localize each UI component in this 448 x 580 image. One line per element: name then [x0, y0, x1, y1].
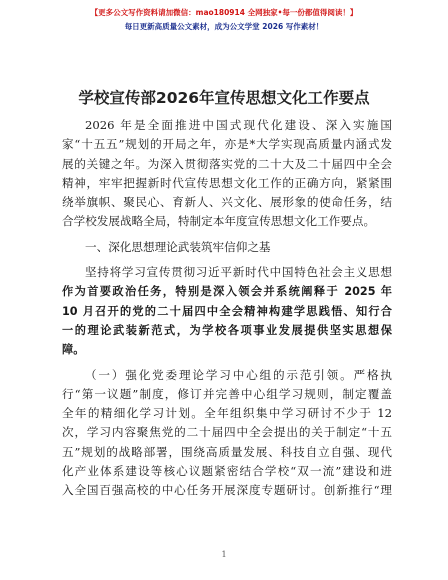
subsection-line: 入全国百强高校的中心任务开展深度专题研讨。创新推行“理 — [62, 483, 392, 498]
section1-line: 作为首要政治任务，特别是深入领会并系统阐释于 2025 年 — [62, 285, 392, 299]
promo-line-wechat: 【更多公文写作资料请加微信：mao180914 全网独家•每一份都值得阅读！】 — [90, 8, 358, 17]
intro-line: 合学校发展战略全局，特制定本年度宣传思想文化工作要点。 — [62, 214, 376, 229]
subsection-line: 次，学习内容聚焦党的二十届四中全会提出的关于制定“十五 — [62, 425, 392, 440]
intro-line: 精神，牢牢把握新时代宣传思想文化工作的正确方向，紧紧围 — [62, 175, 392, 190]
subsection-line: 行“第一议题”制度，修订并完善中心组学习规则，制定覆盖 — [62, 386, 392, 401]
section1-line: 10 月召开的党的二十届四中全会精神构建学思践悟、知行合 — [62, 304, 392, 318]
document-title: 学校宣传部2026年宣传思想文化工作要点 — [78, 89, 370, 107]
subsection-line: （一）强化党委理论学习中心组的示范引领。严格执 — [85, 367, 392, 382]
subsection-line: 全年的精细化学习计划。全年组织集中学习研讨不少于 12 — [62, 406, 392, 421]
intro-line: 2026 年是全面推进中国式现代化建设、深入实施国 — [85, 118, 392, 132]
intro-line: 家“十五五”规划的开局之年，亦是*大学实现高质量内涵式发 — [62, 137, 392, 152]
page-number: 1 — [221, 550, 227, 559]
section1-line: 坚持将学习宣传贯彻习近平新时代中国特色社会主义思想 — [85, 265, 392, 280]
intro-line: 展的关键之年。为深入贯彻落实党的二十大及二十届四中全会 — [62, 156, 392, 171]
document-body — [62, 116, 392, 501]
section1-line: 一的理论武装新范式，为学校各项事业发展提供坚实思想保 — [62, 323, 392, 337]
subsection-line: 五”规划的战略部署，围绕高质量发展、科技自立自强、现代 — [62, 444, 392, 459]
intro-line: 绕举旗帜、聚民心、育新人、兴文化、展形象的使命任务，结 — [62, 195, 392, 210]
promo-banner — [0, 6, 448, 34]
section1-line: 障。 — [62, 343, 85, 357]
section-heading: 一、深化思想理论武装筑牢信仰之基 — [85, 239, 271, 254]
subsection-line: 化产业体系建设等核心议题紧密结合学校“双一流”建设和进 — [62, 464, 392, 479]
promo-line-daily: 每日更新高质量公文素材，成为公文学堂 2026 写作素材！ — [124, 22, 324, 31]
